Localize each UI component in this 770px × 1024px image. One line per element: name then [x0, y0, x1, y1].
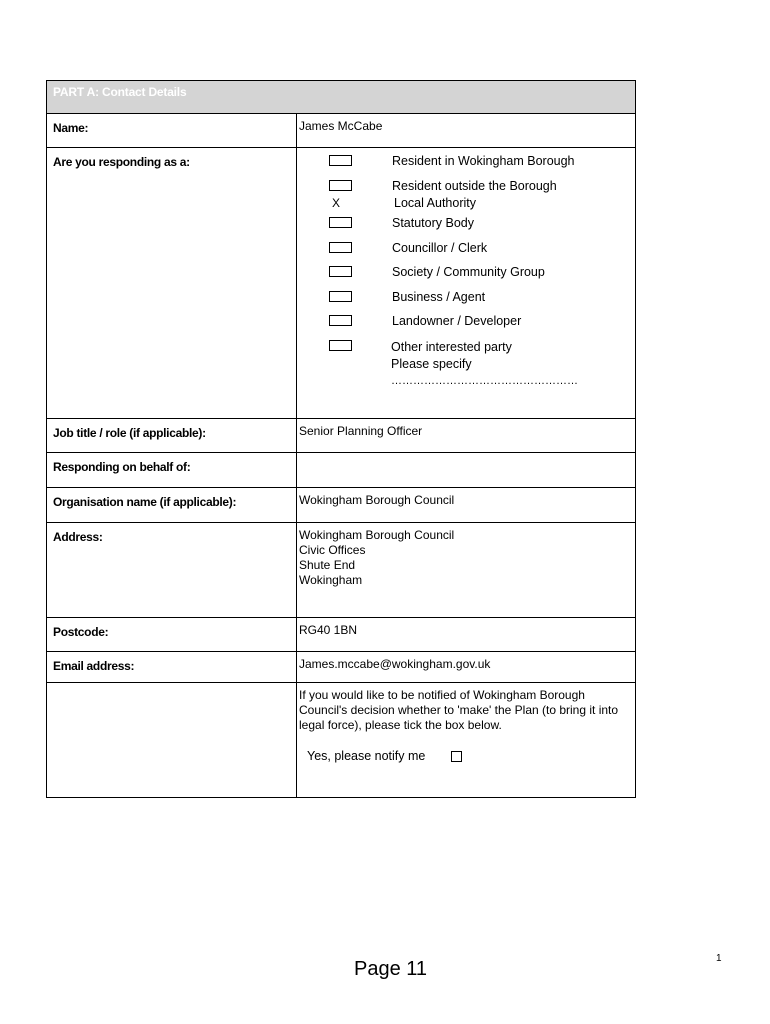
notify-cell — [297, 683, 635, 797]
name-value[interactable]: James McCabe — [299, 119, 383, 133]
postcode-label: Postcode: — [47, 618, 297, 651]
checkbox[interactable] — [329, 315, 352, 326]
respondent-options — [297, 148, 635, 418]
option-other-interested-party[interactable] — [299, 339, 633, 393]
postcode-value[interactable]: RG40 1BN — [299, 623, 358, 637]
option-society-community-group[interactable]: Society / Community Group — [299, 265, 633, 290]
section-header: PART A: Contact Details — [47, 81, 635, 113]
behalf-label: Responding on behalf of: — [47, 453, 297, 487]
option-resident-in-borough[interactable]: Resident in Wokingham Borough — [299, 154, 633, 179]
email-value[interactable]: James.mccabe@wokingham.gov.uk — [299, 657, 491, 671]
option-local-authority[interactable]: X Local Authority — [332, 196, 476, 210]
responding-as-row — [47, 147, 635, 418]
address-value[interactable]: Wokingham Borough Council Civic Offices Shute End Wokingham — [299, 528, 455, 587]
email-row — [47, 651, 635, 682]
page-label: Page 11 — [354, 958, 428, 980]
specify-field[interactable]: …………………………………………… — [391, 374, 578, 387]
address-row — [47, 522, 635, 617]
option-business-agent[interactable]: Business / Agent — [299, 290, 633, 315]
checked-mark[interactable]: X — [332, 196, 341, 210]
notify-label-cell — [47, 683, 297, 797]
email-label: Email address: — [47, 652, 297, 682]
option-landowner-developer[interactable]: Landowner / Developer — [299, 314, 633, 339]
notify-row — [47, 682, 635, 797]
please-specify-label: Please specify — [391, 356, 472, 371]
checkbox[interactable] — [329, 340, 352, 351]
checkbox[interactable] — [329, 217, 352, 228]
checkbox[interactable] — [329, 291, 352, 302]
notify-instructions: If you would like to be notified of Wokingham Borough Council's decision whether to 'make' the Plan (to bring it into legal force), please tick the box below. — [299, 688, 619, 732]
checkbox[interactable] — [329, 155, 352, 166]
name-label: Name: — [47, 114, 297, 147]
postcode-row — [47, 617, 635, 651]
organisation-label: Organisation name (if applicable): — [47, 488, 297, 522]
notify-checkbox[interactable] — [451, 751, 462, 762]
name-row — [47, 113, 635, 147]
checkbox[interactable] — [329, 242, 352, 253]
option-statutory-body[interactable]: Statutory Body — [299, 216, 633, 241]
address-label: Address: — [47, 523, 297, 617]
checkbox[interactable] — [329, 266, 352, 277]
organisation-row — [47, 487, 635, 522]
checkbox[interactable] — [329, 180, 352, 191]
notify-option[interactable] — [299, 749, 633, 764]
job-title-label: Job title / role (if applicable): — [47, 419, 297, 452]
job-title-row — [47, 418, 635, 452]
notify-label: Yes, please notify me — [307, 749, 426, 763]
behalf-value[interactable] — [297, 453, 635, 487]
option-councillor-clerk[interactable]: Councillor / Clerk — [299, 241, 633, 266]
other-label: Other interested party — [391, 339, 512, 354]
page-number: 1 — [716, 953, 722, 964]
responding-as-label: Are you responding as a: — [47, 148, 297, 418]
contact-details-form — [46, 80, 636, 798]
option-resident-outside-borough[interactable]: Resident outside the Borough — [299, 179, 633, 204]
behalf-row — [47, 452, 635, 487]
job-title-value[interactable]: Senior Planning Officer — [299, 424, 423, 438]
organisation-value[interactable]: Wokingham Borough Council — [299, 493, 455, 507]
